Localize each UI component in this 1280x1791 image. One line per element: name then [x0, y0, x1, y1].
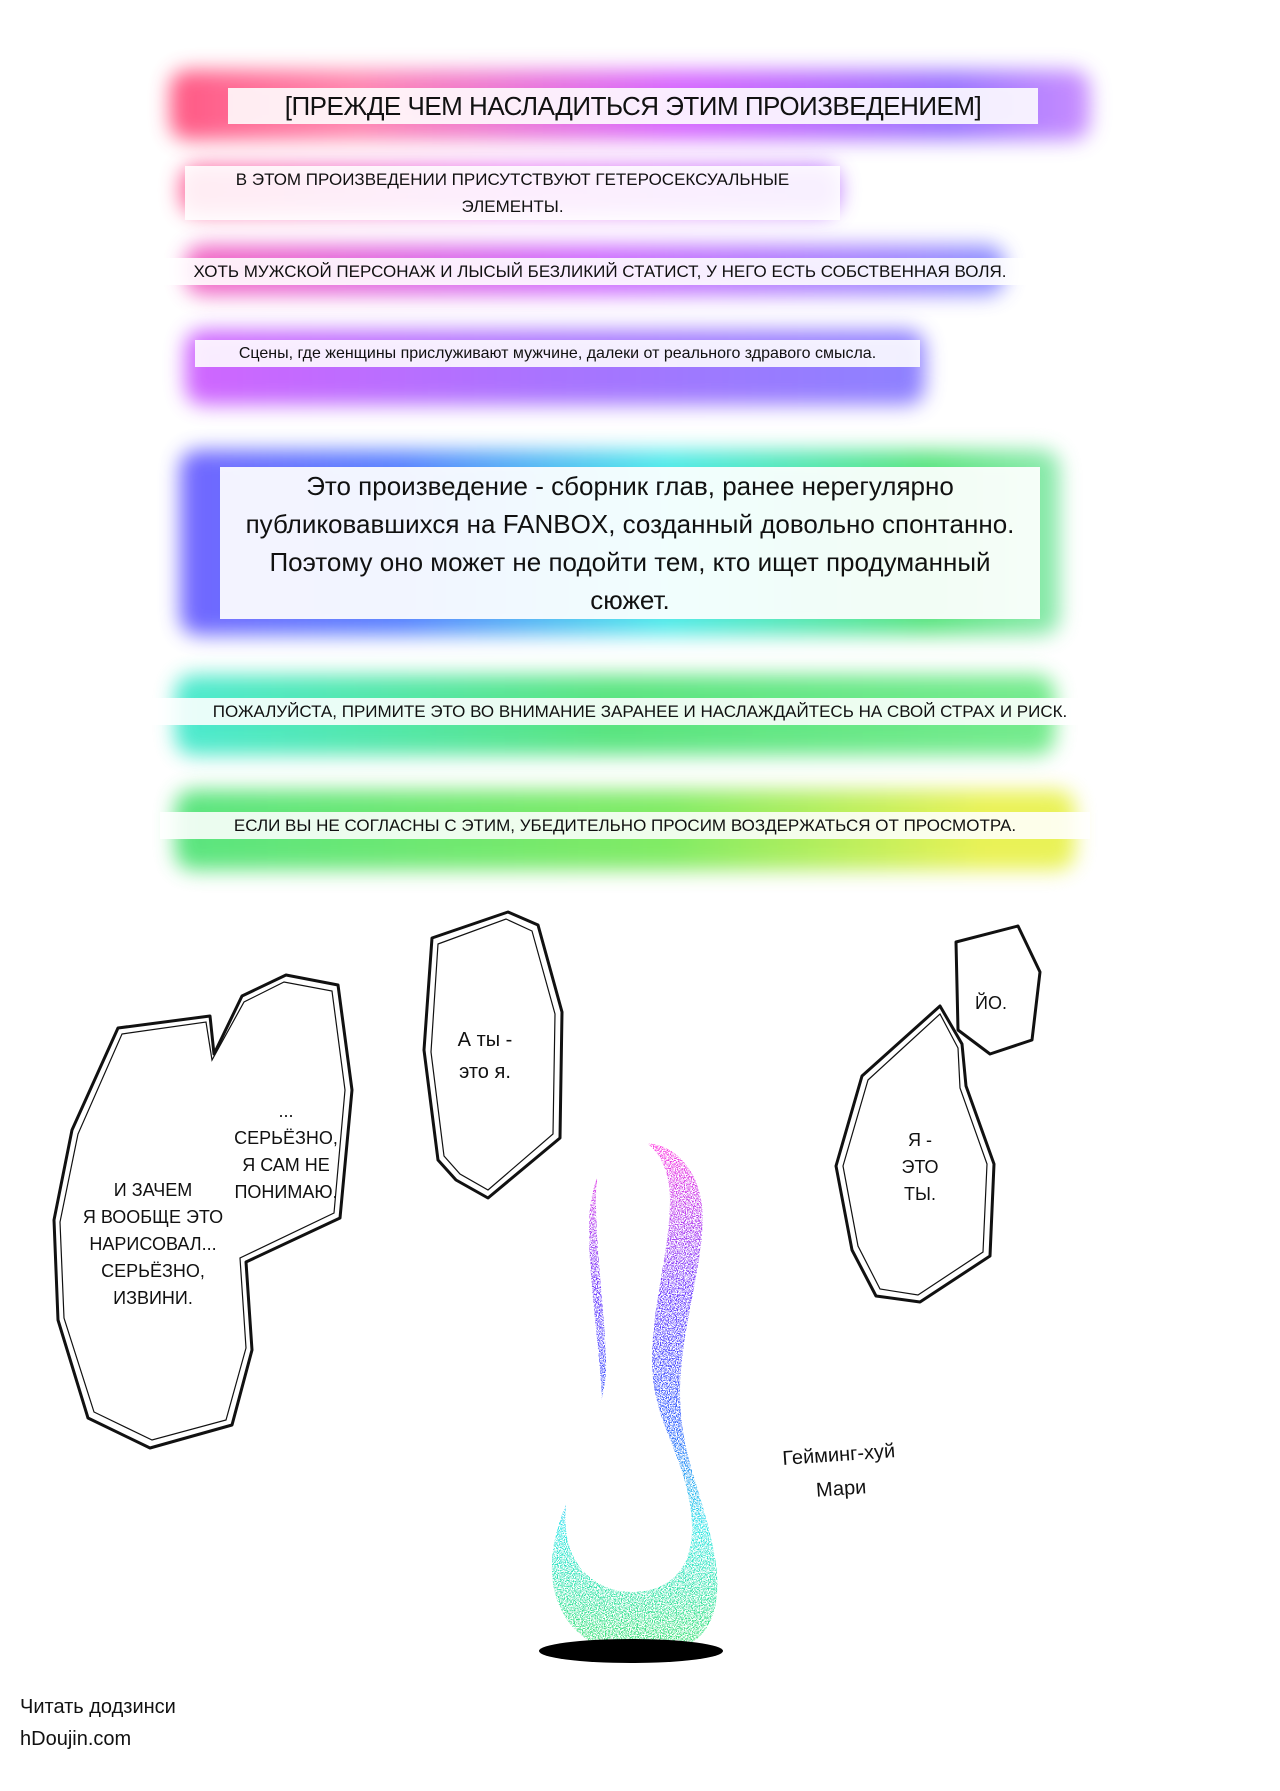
note-fanbox: Это произведение - сборник глав, ранее нерегулярно публиковавшихся на FANBOX, созданный довольно спонтанно. Поэтому оно может не подойти тем, кто ищет продуманный сюжет. — [220, 467, 1040, 619]
character-caption: Гейминг-хуй Мари — [781, 1440, 896, 1502]
bubble-text-right-main: Я - ЭТО ТЫ. — [901, 1130, 939, 1204]
note-male-character: ХОТЬ МУЖСКОЙ ПЕРСОНАЖ И ЛЫСЫЙ БЕЗЛИКИЙ СТАТИСТ, У НЕГО ЕСТЬ СОБСТВЕННАЯ ВОЛЯ. — [120, 258, 1080, 285]
note-scenes: Сцены, где женщины прислуживают мужчине, далеки от реального здравого смысла. — [195, 340, 920, 367]
note-refrain: ЕСЛИ ВЫ НЕ СОГЛАСНЫ С ЭТИМ, УБЕДИТЕЛЬНО ПРОСИМ ВОЗДЕРЖАТЬСЯ ОТ ПРОСМОТРА. — [160, 812, 1090, 839]
bubble-text-right-small: ЙО. — [975, 993, 1007, 1013]
note-warning: ПОЖАЛУЙСТА, ПРИМИТЕ ЭТО ВО ВНИМАНИЕ ЗАРАНЕЕ И НАСЛАЖДАЙТЕСЬ НА СВОЙ СТРАХ И РИСК. — [110, 698, 1170, 725]
bubble-text-center: А ты - это я. — [457, 1029, 513, 1083]
site-credit[interactable]: Читать додзинси hDoujin.com — [20, 1696, 176, 1750]
floor-shadow — [539, 1639, 723, 1663]
page-title: [ПРЕЖДЕ ЧЕМ НАСЛАДИТЬСЯ ЭТИМ ПРОИЗВЕДЕНИЕМ] — [228, 88, 1038, 124]
bubble-text-left-main: И ЗАЧЕМ Я ВООБЩЕ ЭТО НАРИСОВАЛ... СЕРЬЁЗНО, ИЗВИНИ. — [82, 1180, 224, 1308]
note-hetero: В ЭТОМ ПРОИЗВЕДЕНИИ ПРИСУТСТВУЮТ ГЕТЕРОСЕКСУАЛЬНЫЕ ЭЛЕМЕНТЫ. — [185, 166, 840, 220]
bubble-text-left-top: ... СЕРЬЁЗНО, Я САМ НЕ ПОНИМАЮ. — [234, 1101, 338, 1202]
